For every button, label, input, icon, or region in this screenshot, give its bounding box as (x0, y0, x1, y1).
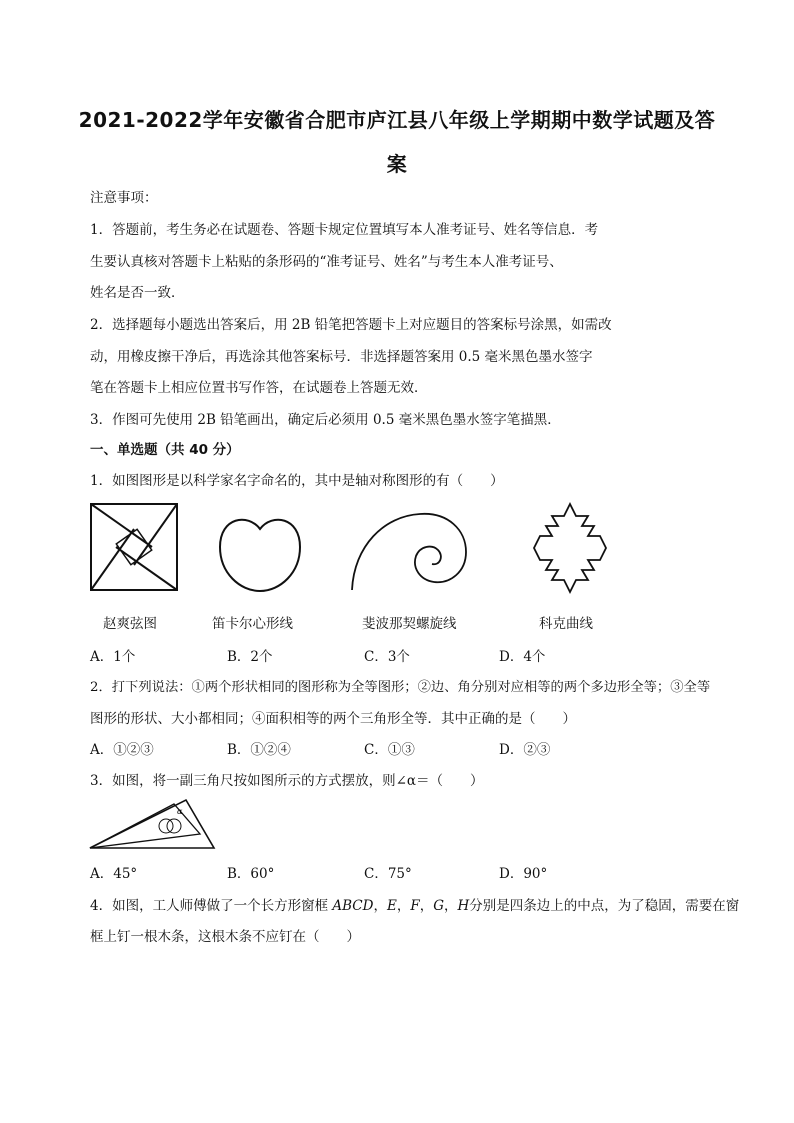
question-2-stem: 2．打下列说法：①两个形状相同的图形称为全等图形；②边、角分别对应相等的两个多边形全等；③全等 (90, 680, 711, 695)
notice-line: 姓名是否一致． (90, 285, 185, 301)
notice-line: 3．作图可先使用 2B 铅笔画出，确定后必须用 0.5 毫米黑色墨水签字笔描黑． (90, 412, 561, 428)
cardioid-curve-icon (218, 515, 302, 593)
figure-caption: 赵爽弦图 (103, 616, 157, 632)
angle-alpha-label: α (177, 807, 183, 816)
q4-text: ， (373, 898, 387, 914)
page-title-cont: 案 (386, 152, 408, 176)
option-b[interactable]: B．60° (227, 866, 275, 882)
figure-caption: 斐波那契螺旋线 (362, 616, 457, 632)
question-4-stem (90, 894, 739, 914)
option-a[interactable]: A．①②③ (90, 742, 154, 758)
notice-line: 2．选择题每小题选出答案后，用 2B 铅笔把答题卡上对应题目的答案标号涂黑，如需改 (90, 317, 612, 333)
option-a[interactable]: A．45° (90, 866, 138, 882)
notice-line: 生要认真核对答题卡上粘贴的条形码的“准考证号、姓名”与考生本人准考证号、 (90, 254, 563, 270)
question-2-stem-cont: 图形的形状、大小都相同；④面积相等的两个三角形全等．其中正确的是（ ） (90, 711, 576, 727)
option-c[interactable]: C．3个 (364, 649, 410, 665)
page-title: 2021-2022学年安徽省合肥市庐江县八年级上学期期中数学试题及答 (78, 108, 716, 132)
zhao-shuang-diagram-icon (90, 503, 180, 593)
q4-text: 分别是四条边上的中点，为了稳固，需要在窗 (469, 898, 740, 914)
notice-line: 动，用橡皮擦干净后，再选涂其他答案标号．非选择题答案用 0.5 毫米黑色墨水签字 (90, 349, 593, 365)
notice-line: 1．答题前，考生务必在试题卷、答题卡规定位置填写本人准考证号、姓名等信息．考 (90, 222, 599, 238)
notice-line: 笔在答题卡上相应位置书写作答，在试题卷上答题无效． (90, 380, 428, 396)
option-d[interactable]: D．②③ (499, 742, 551, 758)
q4-point: H (457, 898, 470, 914)
q4-text: ， (419, 898, 434, 914)
option-a[interactable]: A．1个 (90, 649, 136, 665)
option-d[interactable]: D．90° (499, 866, 548, 882)
question-1-stem: 1．如图图形是以科学家名字命名的，其中是轴对称图形的有（ ） (90, 473, 504, 489)
q4-point: F (410, 898, 420, 914)
option-d[interactable]: D．4个 (499, 649, 546, 665)
figure-caption: 笛卡尔心形线 (212, 616, 293, 632)
triangle-rulers-figure (88, 798, 218, 854)
section-heading: 一、单选题（共 40 分） (90, 442, 240, 458)
q4-text: ， (444, 898, 458, 914)
option-b[interactable]: B．2个 (227, 649, 273, 665)
koch-snowflake-icon (524, 502, 616, 594)
fibonacci-spiral-icon (350, 510, 470, 592)
q4-text: 4．如图，工人师傅做了一个长方形窗框 (90, 898, 333, 914)
notice-heading: 注意事项： (90, 190, 158, 206)
q4-point: G (433, 898, 444, 914)
q4-text: ， (396, 898, 411, 914)
option-b[interactable]: B．①②④ (227, 742, 291, 758)
figure-caption: 科克曲线 (539, 616, 593, 632)
q4-rect-name: ABCD (332, 898, 374, 914)
option-c[interactable]: C．75° (364, 866, 412, 882)
question-3-stem: 3．如图，将一副三角尺按如图所示的方式摆放，则∠α＝（ ） (90, 773, 484, 789)
q4-point: E (386, 898, 397, 914)
question-4-stem-cont: 框上钉一根木条，这根木条不应钉在（ ） (90, 929, 360, 945)
option-c[interactable]: C．①③ (364, 742, 415, 758)
